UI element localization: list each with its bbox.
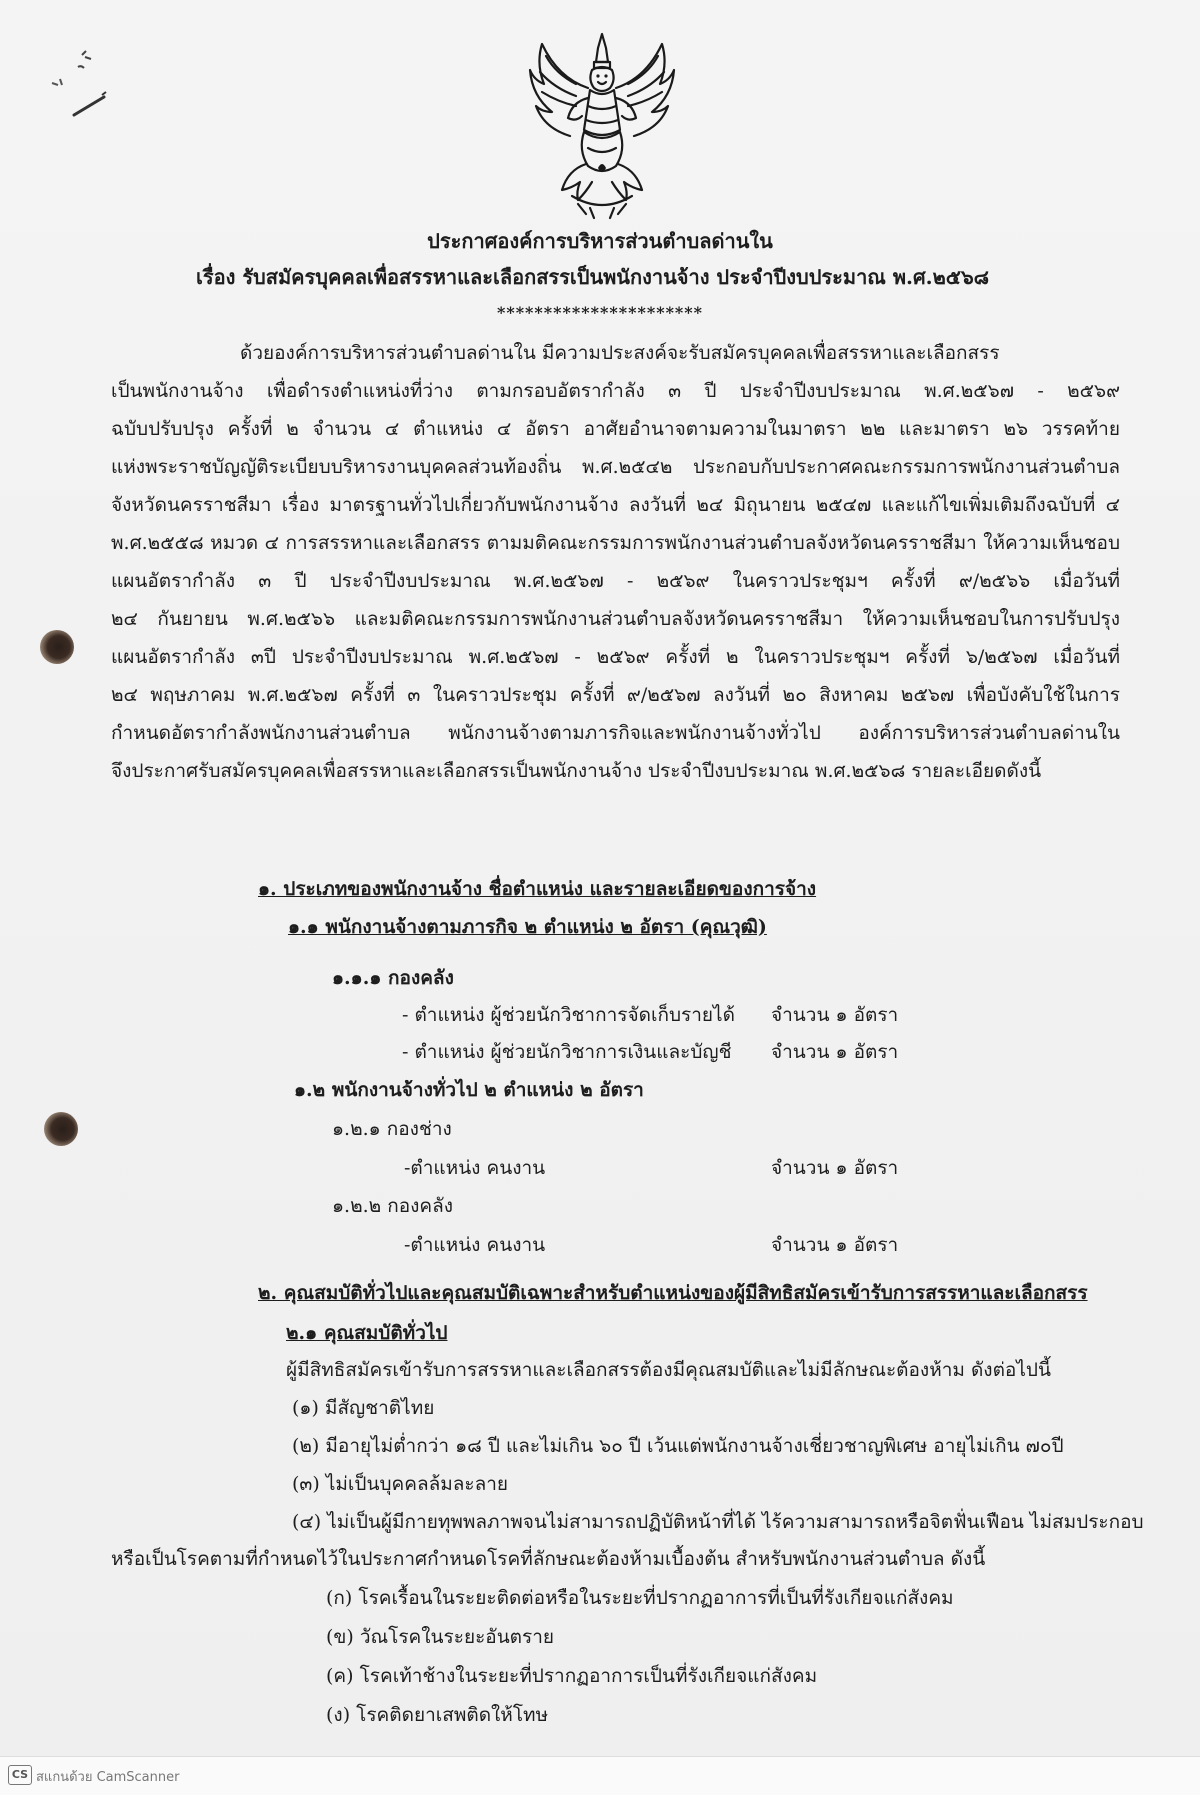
section2-lead: ผู้มีสิทธิสมัครเข้ารับการสรรหาและเลือกสรรต้องมีคุณสมบัติและไม่มีลักษณะต้องห้าม ดังต่อไปนี้ <box>286 1359 1051 1381</box>
disease-item-2: (ข) วัณโรคในระยะอันตราย <box>326 1626 555 1648</box>
position-worker-2: -ตำแหน่ง คนงาน <box>404 1234 546 1256</box>
position-worker-1: -ตำแหน่ง คนงาน <box>404 1157 546 1179</box>
garuda-emblem <box>528 28 676 224</box>
section1-sub2: ๑.๒ พนักงานจ้างทั่วไป ๒ ตำแหน่ง ๒ อัตรา <box>294 1079 644 1101</box>
section1-sub2-1: ๑.๒.๑ กองช่าง <box>332 1118 452 1140</box>
qualification-item-2: (๒) มีอายุไม่ต่ำกว่า ๑๘ ปี และไม่เกิน ๖๐ ปี เว้นแต่พนักงานจ้างเชี่ยวชาญพิเศษ อายุไม่เกิน ๗๐ปี <box>292 1435 1064 1457</box>
qualification-item-4-line1: (๔) ไม่เป็นผู้มีกายทุพพลภาพจนไม่สามารถปฏิบัติหน้าที่ได้ ไร้ความสามารถหรือจิตฟั่นเฟือน ไม่สมประกอบ <box>292 1511 1144 1533</box>
position-worker-1-count: จำนวน ๑ อัตรา <box>771 1157 899 1179</box>
position-revenue-assistant: - ตำแหน่ง ผู้ช่วยนักวิชาการจัดเก็บรายได้ <box>402 1004 735 1026</box>
position-finance-assistant-count: จำนวน ๑ อัตรา <box>771 1041 899 1063</box>
camscanner-logo: CS <box>8 1765 32 1785</box>
intro-line-11: กำหนดอัตรากำลังพนักงานส่วนตำบล พนักงานจ้างตามภารกิจและพนักงานจ้างทั่วไป องค์การบริหารส่วนตำบลด่านใน <box>111 722 1120 744</box>
intro-line-4: แห่งพระราชบัญญัติระเบียบบริหารงานบุคคลส่วนท้องถิ่น พ.ศ.๒๕๔๒ ประกอบกับประกาศคณะกรรมการพนักงานส่วนตำบล <box>111 456 1120 478</box>
intro-line-5: จังหวัดนครราชสีมา เรื่อง มาตรฐานทั่วไปเกี่ยวกับพนักงานจ้าง ลงวันที่ ๒๔ มิถุนายน ๒๕๔๗ และแก้ไขเพิ่มเติมถึงฉบับที่ ๔ <box>111 494 1120 516</box>
handwritten-mark <box>40 45 120 120</box>
disease-item-4: (ง) โรคติดยาเสพติดให้โทษ <box>326 1704 549 1726</box>
separator-stars: ********************** <box>496 303 704 322</box>
section1-heading: ๑. ประเภทของพนักงานจ้าง ชื่อตำแหน่ง และรายละเอียดของการจ้าง <box>258 878 817 900</box>
qualification-item-4-line2: หรือเป็นโรคตามที่กำหนดไว้ในประกาศกำหนดโรคที่ลักษณะต้องห้ามเบื้องต้น สำหรับพนักงานส่วนตำบล ดังนี้ <box>111 1548 986 1570</box>
section2-sub1: ๒.๑ คุณสมบัติทั่วไป <box>286 1322 448 1344</box>
punch-hole-top <box>40 630 74 664</box>
position-finance-assistant: - ตำแหน่ง ผู้ช่วยนักวิชาการเงินและบัญชี <box>402 1041 732 1063</box>
disease-item-3: (ค) โรคเท้าช้างในระยะที่ปรากฏอาการเป็นที่รังเกียจแก่สังคม <box>326 1665 818 1687</box>
disease-item-1: (ก) โรคเรื้อนในระยะติดต่อหรือในระยะที่ปรากฏอาการที่เป็นที่รังเกียจแก่สังคม <box>326 1587 954 1609</box>
intro-line-3: ฉบับปรับปรุง ครั้งที่ ๒ จำนวน ๔ ตำแหน่ง ๔ อัตรา อาศัยอำนาจตามความในมาตรา ๒๒ และมาตรา ๒๖ วรรคท้าย <box>111 418 1120 440</box>
section1-sub1: ๑.๑ พนักงานจ้างตามภารกิจ ๒ ตำแหน่ง ๒ อัตรา (คุณวุฒิ) <box>288 916 767 938</box>
section2-heading: ๒. คุณสมบัติทั่วไปและคุณสมบัติเฉพาะสำหรับตำแหน่งของผู้มีสิทธิสมัครเข้ารับการสรรหาและเลือกสรร <box>258 1282 1088 1304</box>
intro-line-9: แผนอัตรากำลัง ๓ปี ประจำปีงบประมาณ พ.ศ.๒๕๖๗ - ๒๕๖๙ ครั้งที่ ๒ ในคราวประชุมฯ ครั้งที่ ๖/๒๕๖๗ เมื่อวันที่ <box>111 646 1120 668</box>
announcement-subject: เรื่อง รับสมัครบุคคลเพื่อสรรหาและเลือกสรรเป็นพนักงานจ้าง ประจำปีงบประมาณ พ.ศ.๒๕๖๘ <box>196 265 990 289</box>
qualification-item-1: (๑) มีสัญชาติไทย <box>292 1397 435 1419</box>
intro-line-8: ๒๔ กันยายน พ.ศ.๒๕๖๖ และมติคณะกรรมการพนักงานส่วนตำบลจังหวัดนครราชสีมา ให้ความเห็นชอบในการปรับปรุง <box>111 608 1120 630</box>
qualification-item-3: (๓) ไม่เป็นบุคคลล้มละลาย <box>292 1473 509 1495</box>
position-revenue-assistant-count: จำนวน ๑ อัตรา <box>771 1004 899 1026</box>
intro-line-2: เป็นพนักงานจ้าง เพื่อดำรงตำแหน่งที่ว่าง ตามกรอบอัตรากำลัง ๓ ปี ประจำปีงบประมาณ พ.ศ.๒๕๖๗ - ๒๕๖๙ <box>111 380 1120 402</box>
section1-sub1-1: ๑.๑.๑ กองคลัง <box>332 967 454 989</box>
position-worker-2-count: จำนวน ๑ อัตรา <box>771 1234 899 1256</box>
intro-line-7: แผนอัตรากำลัง ๓ ปี ประจำปีงบประมาณ พ.ศ.๒๕๖๗ - ๒๕๖๙ ในคราวประชุมฯ ครั้งที่ ๙/๒๕๖๖ เมื่อวันที่ <box>111 570 1120 592</box>
announcement-title: ประกาศองค์การบริหารส่วนตำบลด่านใน <box>427 229 773 253</box>
punch-hole-bottom <box>44 1112 78 1146</box>
intro-line-10: ๒๔ พฤษภาคม พ.ศ.๒๕๖๗ ครั้งที่ ๓ ในคราวประชุม ครั้งที่ ๙/๒๕๖๗ ลงวันที่ ๒๐ สิงหาคม ๒๕๖๗ เพื่อบังคับใช้ในการ <box>111 684 1120 706</box>
intro-line-12: จึงประกาศรับสมัครบุคคลเพื่อสรรหาและเลือกสรรเป็นพนักงานจ้าง ประจำปีงบประมาณ พ.ศ.๒๕๖๘ รายละเอียดดังนี้ <box>111 760 1042 782</box>
intro-line-1: ด้วยองค์การบริหารส่วนตำบลด่านใน มีความประสงค์จะรับสมัครบุคคลเพื่อสรรหาและเลือกสรร <box>240 342 1000 364</box>
camscanner-label: สแกนด้วย CamScanner <box>36 1770 180 1785</box>
section1-sub2-2: ๑.๒.๒ กองคลัง <box>332 1195 454 1217</box>
intro-line-6: พ.ศ.๒๕๕๘ หมวด ๔ การสรรหาและเลือกสรร ตามมติคณะกรรมการพนักงานส่วนตำบลจังหวัดนครราชสีมา ให้ความเห็นชอบ <box>111 532 1120 554</box>
scanner-footer <box>0 1756 1200 1795</box>
